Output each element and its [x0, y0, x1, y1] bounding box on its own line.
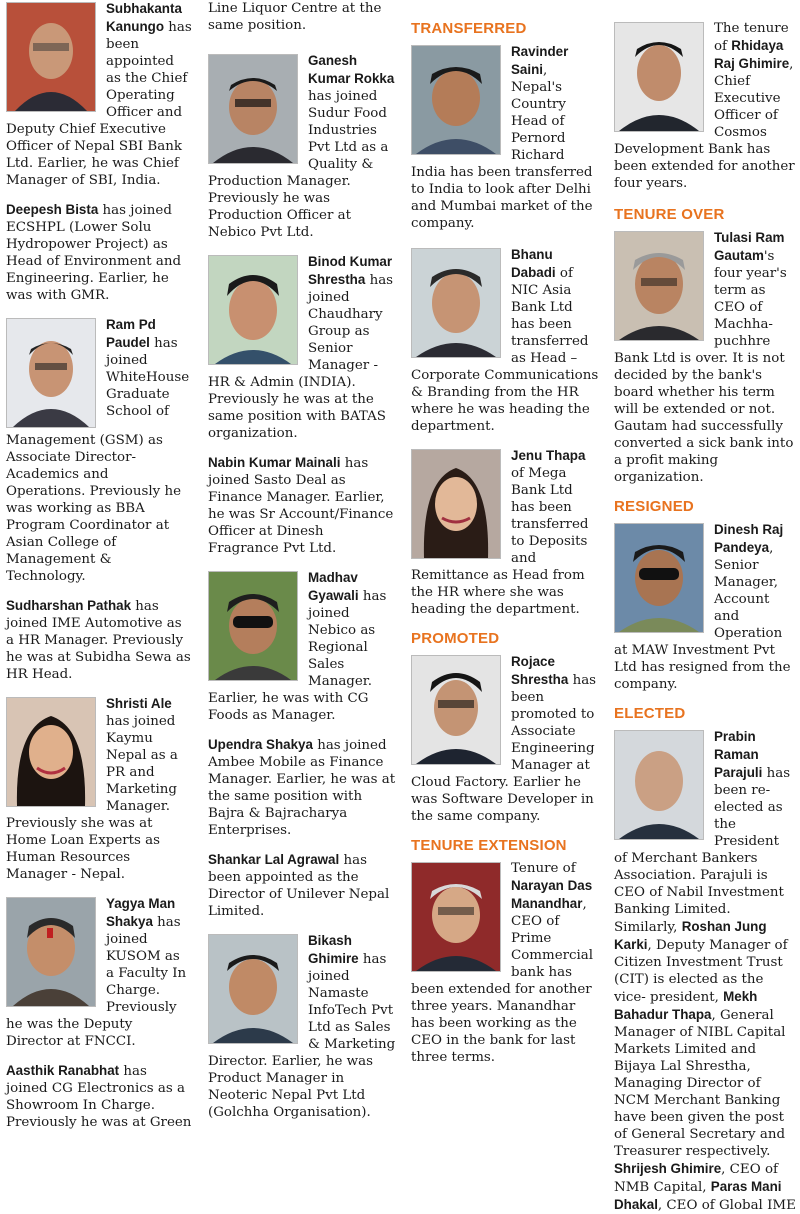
appointment-entry	[208, 52, 396, 241]
transfer-entry	[411, 43, 599, 232]
person-name: Ravinder Saini	[511, 44, 569, 77]
entry-text: has been promoted to Associate Engineering Manager at Cloud Factory. Earlier he was Software Developer in the same company.	[411, 673, 597, 824]
portrait-photo	[614, 523, 704, 633]
appointment-entry	[6, 0, 192, 189]
entry-text: has joined Sudur Food Industries Pvt Ltd as a Quality & Production Manager. Previously he was Production Officer at Nebico Pvt Ltd.	[208, 89, 389, 240]
column-2	[208, 0, 396, 1121]
person-name: Shankar Lal Agrawal	[208, 852, 340, 867]
person-name: Mekh Bahadur Thapa	[614, 989, 758, 1022]
person-name: Rhidaya Raj Ghimire	[714, 38, 790, 71]
appointment-entry	[6, 201, 192, 304]
person-name: Shristi Ale	[106, 696, 172, 711]
person-name: Jenu Thapa	[511, 448, 586, 463]
tenure-extension-entry	[411, 860, 599, 1066]
portrait-photo	[614, 730, 704, 840]
entry-text: has joined Nebico as Regional Sales Manager. Earlier, he was with CG Foods as Manager.	[208, 589, 387, 723]
entry-text: of Mega Bank Ltd has been transferred to Deposits and Remittance as Head from the HR where she was heading the department.	[411, 466, 589, 617]
transfer-entry	[411, 447, 599, 618]
entry-text: Tenure of	[511, 861, 576, 876]
appointment-entry	[6, 316, 192, 585]
appointment-entry	[208, 569, 396, 724]
entry-text: has joined IME Automotive as a HR Manager. Previously he was at Subidha Sewa as HR Head.	[6, 599, 191, 682]
person-name: Aasthik Ranabhat	[6, 1063, 120, 1078]
portrait-photo	[614, 22, 704, 132]
portrait-photo	[6, 697, 96, 807]
column-3	[411, 20, 599, 1066]
person-name: Shrijesh Ghimire	[614, 1161, 722, 1176]
section-heading-resigned: RESIGNED	[614, 498, 694, 515]
portrait-photo	[208, 54, 298, 164]
entry-text: , Nepal's Country Head of Pernord Richard India has been transferred to India to look after Delhi and Mumbai market of the company.	[411, 63, 593, 231]
person-name: Sudharshan Pathak	[6, 598, 132, 613]
appointment-entry	[208, 736, 396, 839]
person-name: Deepesh Bista	[6, 202, 99, 217]
appointment-entry	[6, 695, 192, 883]
entry-text: has joined KUSOM as a Faculty In Charge. Previously he was the Deputy Director at FNCCI.	[6, 915, 187, 1049]
entry-text: , CEO of Prime Commercial bank has been extended for another three years. Manandhar has been working as the CEO in the bank for last three terms.	[411, 897, 594, 1065]
person-name: Upendra Shakya	[208, 737, 313, 752]
person-name: Rojace Shrestha	[511, 654, 569, 687]
portrait-photo	[614, 231, 704, 341]
person-name: Yagya Man Shakya	[106, 896, 176, 929]
entry-text: Line Liquor Centre at the same position.	[208, 1, 382, 33]
section-heading-tenure-over: TENURE OVER	[614, 206, 725, 223]
section-heading-elected: ELECTED	[614, 705, 686, 722]
portrait-photo	[6, 2, 96, 112]
entry-text: has joined ECSHPL (Lower Solu Hydropower Project) as Head of Environment and Engineering. Earlier, he was with GMR.	[6, 203, 182, 303]
person-name: Dinesh Raj Pandeya	[714, 522, 784, 555]
person-name: Tulasi Ram Gautam	[714, 230, 785, 263]
entry-text: 's four year's term as CEO of Machha-puchhre Bank Ltd is over. It is not decided by the bank's board whether his term will be extended or not. Gautam had successfully converted a sick bank into a profit making organization.	[614, 249, 794, 485]
portrait-photo	[6, 897, 96, 1007]
person-name: Narayan Das Manandhar	[511, 878, 593, 911]
person-name: Bhanu Dabadi	[511, 247, 556, 280]
appointment-entry	[208, 851, 396, 920]
section-heading-promoted: PROMOTED	[411, 630, 500, 647]
entry-text: , Chief Executive Officer of Cosmos Development Bank has been extended for another four years.	[614, 57, 795, 191]
entry-text: , CEO of NMB Capital,	[614, 1162, 778, 1195]
portrait-photo	[411, 655, 501, 765]
person-name: Paras Mani Dhakal	[614, 1179, 782, 1212]
appointment-entry	[208, 454, 396, 557]
section-heading-tenure-extension: TENURE EXTENSION	[411, 837, 567, 854]
election-entry	[614, 728, 796, 1214]
entry-text: has been re-elected as the President of Merchant Bankers Association. Parajuli is CEO of Nabil Investment Banking Limited. Similarly,	[614, 766, 791, 935]
appointment-entry	[208, 932, 396, 1121]
column-1	[6, 0, 192, 1131]
entry-text: of NIC Asia Bank Ltd has been transferred as Head – Corporate Communications & Branding from the HR where he was heading the department.	[411, 266, 599, 434]
entry-text: has joined CG Electronics as a Showroom In Charge. Previously he was at Green	[6, 1064, 192, 1130]
portrait-photo	[208, 255, 298, 365]
person-name: Ganesh Kumar Rokka	[308, 53, 395, 86]
entry-text: has joined Sasto Deal as Finance Manager. Earlier, he was Sr Account/Finance Officer at Dinesh Fragrance Pvt Ltd.	[208, 456, 394, 556]
person-name: Bikash Ghimire	[308, 933, 359, 966]
person-name: Madhav Gyawali	[308, 570, 359, 603]
person-name: Ram Pd Paudel	[106, 317, 156, 350]
person-name: Subhakanta Kanungo	[106, 1, 182, 34]
entry-text: has joined Chaudhary Group as Senior Manager - HR & Admin (INDIA). Previously he was at the same position with BATAS organization.	[208, 273, 394, 441]
tenure-extension-entry	[614, 20, 796, 192]
portrait-photo	[411, 862, 501, 972]
appointment-entry	[6, 597, 192, 683]
person-name: Roshan Jung Karki	[614, 919, 767, 952]
entry-text: , CEO of Global IME	[657, 1198, 796, 1213]
entry-text: , Senior Manager, Account and Operation at MAW Investment Pvt Ltd has resigned from the company.	[614, 541, 791, 692]
column-4	[614, 20, 796, 1214]
person-name: Binod Kumar Shrestha	[308, 254, 393, 287]
entry-text: has been appointed as the Director of Unilever Nepal Limited.	[208, 853, 390, 919]
promotion-entry	[411, 653, 599, 825]
entry-text: has joined Ambee Mobile as Finance Manager. Earlier, he was at the same position with Bajra & Bajracharya Enterprises.	[208, 738, 396, 838]
continued-text	[208, 0, 396, 34]
appointment-entry	[6, 895, 192, 1050]
portrait-photo	[208, 571, 298, 681]
entry-text: has joined WhiteHouse Graduate School of Management (GSM) as Associate Director-Academics and Operations. Previously he was working as BBA Program Coordinator at Asian College of Management & Technology.	[6, 336, 190, 584]
person-name: Prabin Raman Parajuli	[714, 729, 763, 780]
entry-text: has joined Namaste InfoTech Pvt Ltd as Sales & Marketing Director. Earlier, he was Product Manager in Neoteric Nepal Pvt Ltd (Golchha Organisation).	[208, 952, 396, 1120]
portrait-photo	[411, 449, 501, 559]
tenure-over-entry	[614, 229, 796, 486]
portrait-photo	[6, 318, 96, 428]
transfer-entry	[411, 246, 599, 435]
entry-text: has joined Kaymu Nepal as a PR and Marketing Manager. Previously she was at Home Loan Experts as Human Resources Manager - Nepal.	[6, 714, 178, 882]
portrait-photo	[411, 248, 501, 358]
appointment-entry	[6, 1062, 192, 1131]
appointment-entry	[208, 253, 396, 442]
entry-text: , Deputy Manager of Citizen Investment Trust (CIT) is elected as the vice- president,	[614, 938, 788, 1005]
person-name: Nabin Kumar Mainali	[208, 455, 341, 470]
portrait-photo	[411, 45, 501, 155]
entry-text: has been appointed as the Chief Operating Officer and Deputy Chief Executive Officer of Nepal SBI Bank Ltd. Earlier, he was Chief Manager of SBI, India.	[6, 20, 192, 188]
resignation-entry	[614, 521, 796, 693]
entry-text: , General Manager of NIBL Capital Markets Limited and Bijaya Lal Shrestha, Managing Director of NCM Merchant Banking have been given the post of General Secretary and Treasurer respectively.	[614, 1008, 786, 1159]
section-heading-transferred: TRANSFERRED	[411, 20, 527, 37]
portrait-photo	[208, 934, 298, 1044]
entry-text: The tenure of	[714, 21, 789, 54]
